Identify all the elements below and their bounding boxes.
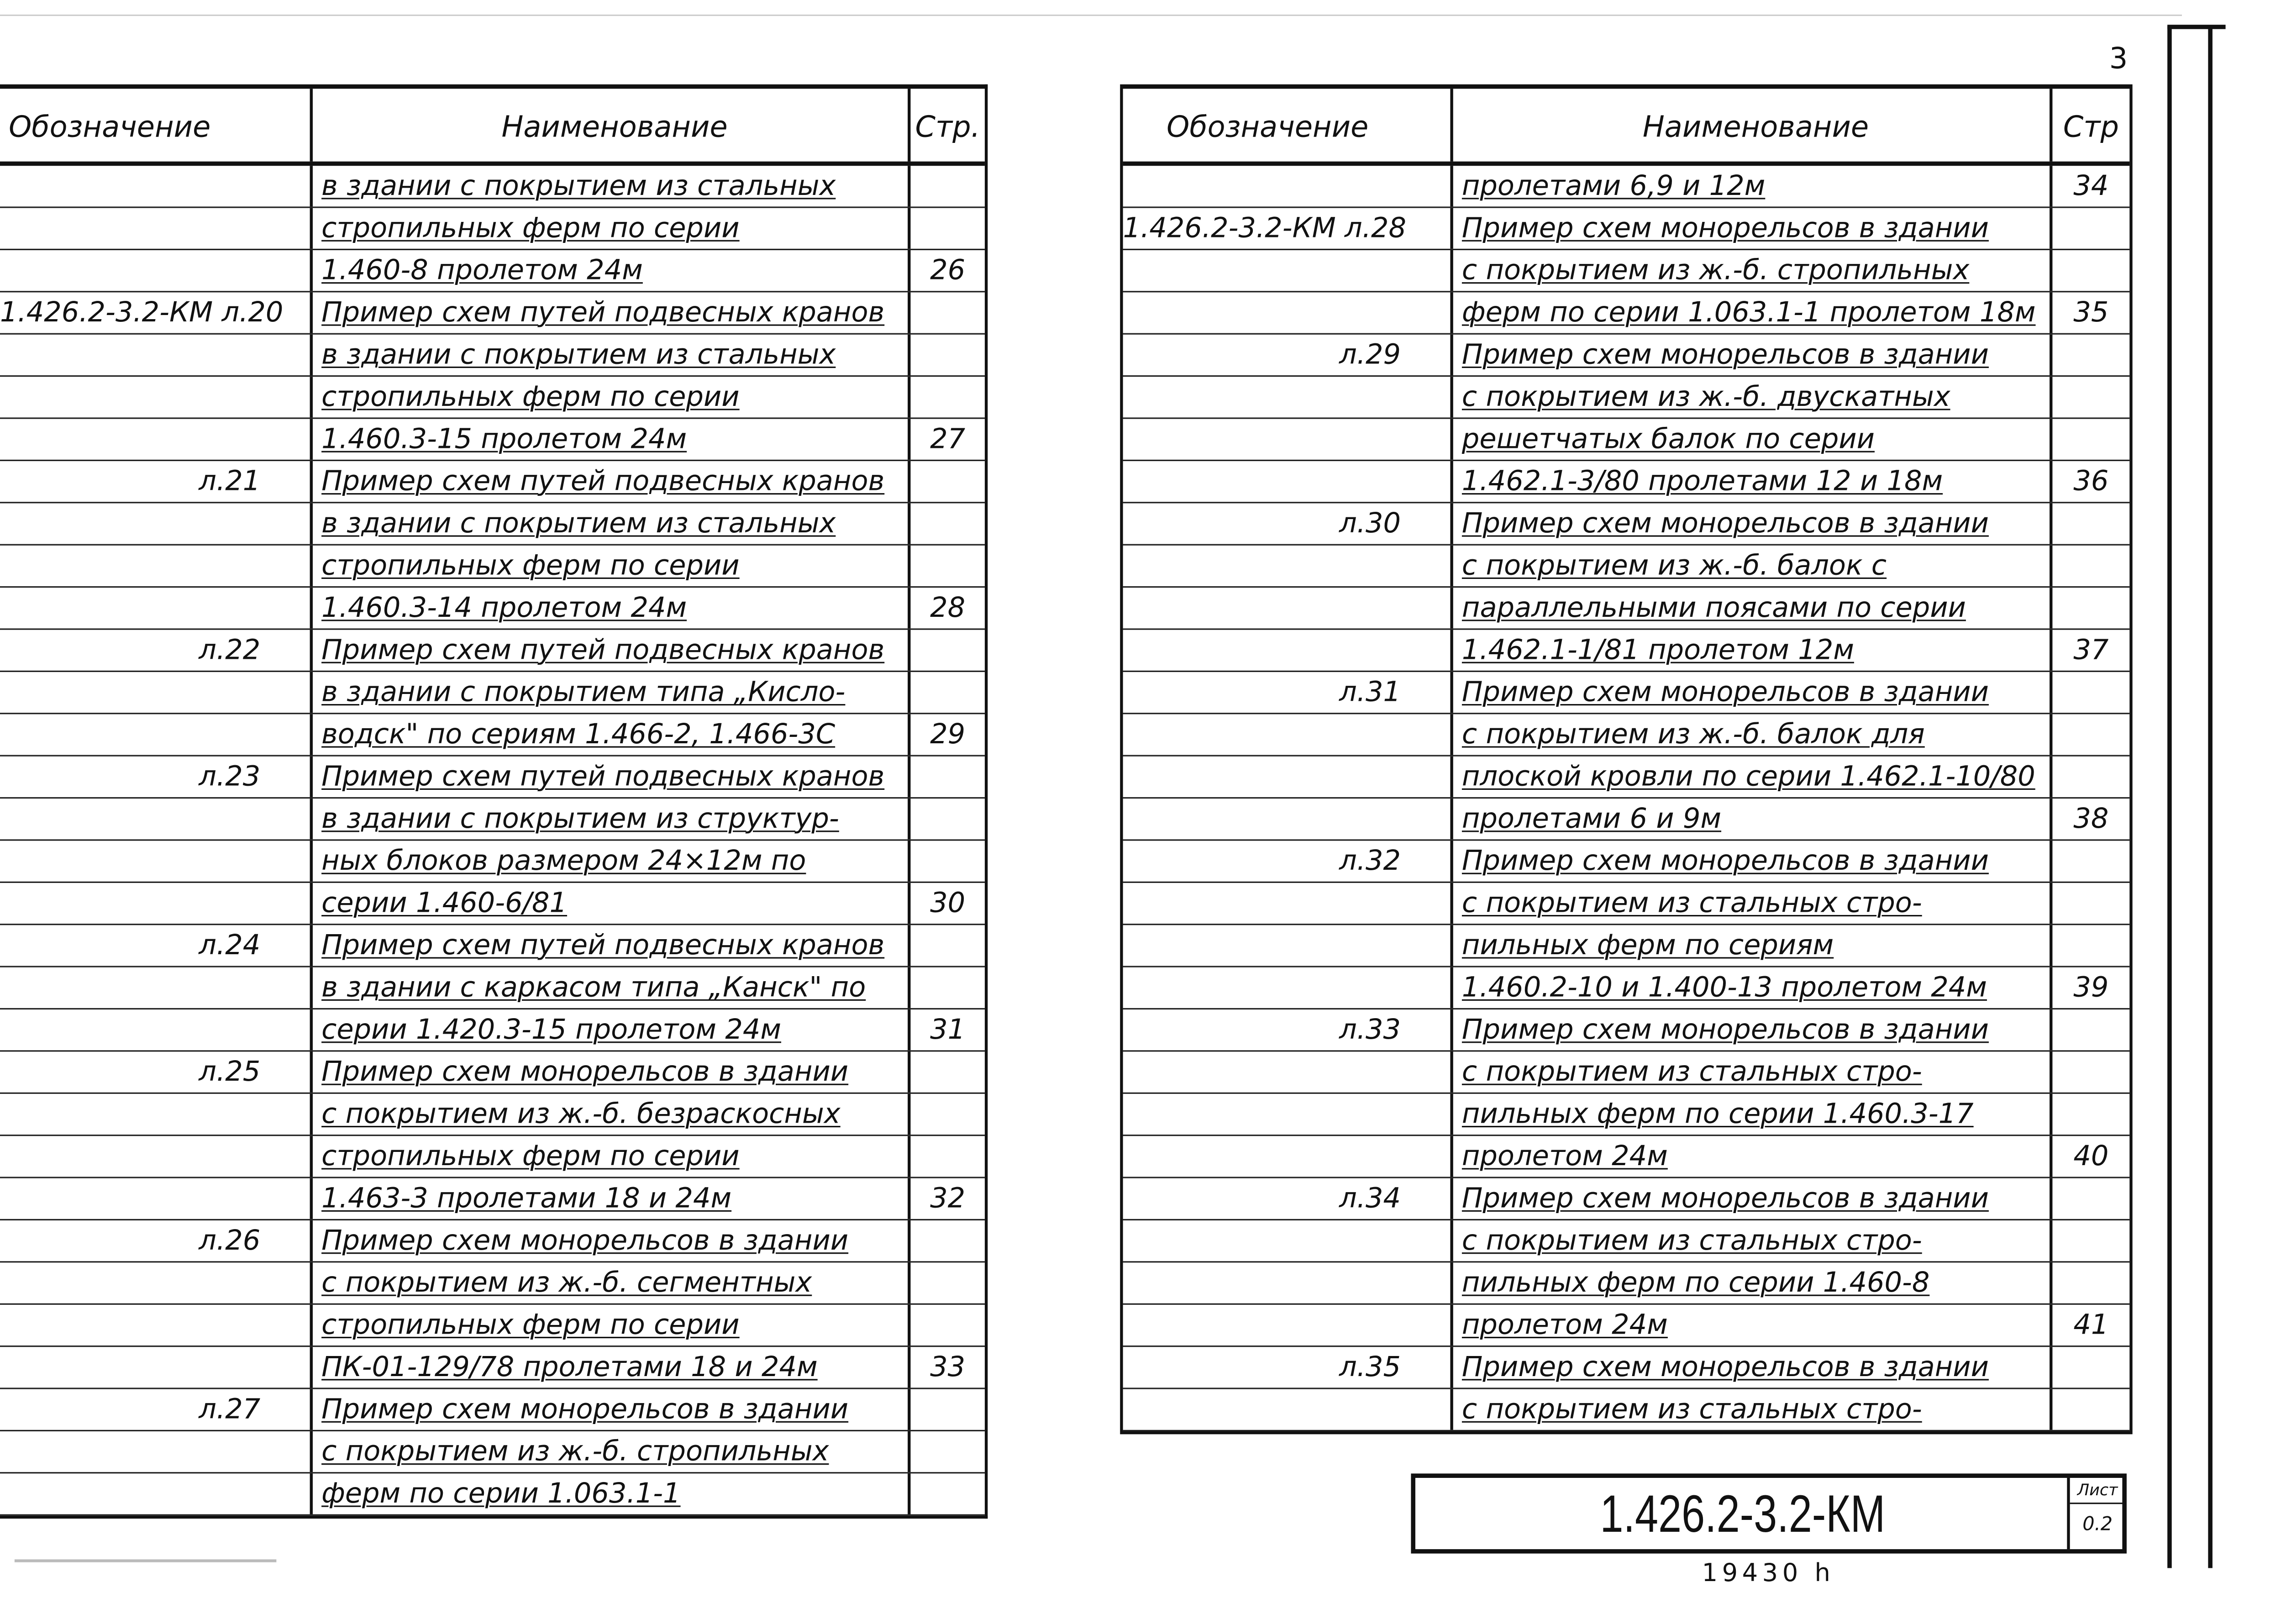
name-cell: в здании с покрытием из структур- [310, 799, 908, 839]
table-row [1123, 630, 2130, 672]
table-row [0, 883, 985, 925]
designation-cell [0, 1305, 310, 1345]
table-row [1123, 799, 2130, 841]
scan-edge-line [15, 1559, 276, 1562]
page-cell [2050, 588, 2129, 628]
table-row [0, 925, 985, 967]
page-cell [908, 1136, 985, 1177]
name-cell: в здании с покрытием из стальных [310, 503, 908, 544]
name-cell: ферм по серии 1.063.1-1 [310, 1473, 908, 1514]
table-row [1123, 672, 2130, 714]
page-cell [2050, 419, 2129, 460]
designation-cell [0, 419, 310, 460]
name-cell: Пример схем путей подвесных кранов [310, 757, 908, 797]
table-row [1123, 1009, 2130, 1051]
name-cell: в здании с каркасом типа „Канск" по [310, 967, 908, 1008]
name-cell: Пример схем монорельсов в здании [310, 1051, 908, 1092]
page-cell [908, 377, 985, 417]
table-row [1123, 1389, 2130, 1431]
page-cell [2050, 1347, 2129, 1387]
table-row [0, 1305, 985, 1347]
designation-cell: л.29 [1339, 339, 1401, 371]
name-cell: Пример схем монорельсов в здании [1450, 335, 2050, 375]
designation-cell: л.21 [199, 465, 261, 498]
page-cell [2050, 925, 2129, 966]
designation-cell [0, 672, 310, 713]
table-row [1123, 166, 2130, 208]
table-row [0, 841, 985, 883]
name-cell: пролетом 24м [1450, 1136, 2050, 1177]
page-cell [908, 1473, 985, 1514]
designation-cell [1123, 292, 1451, 333]
name-cell: ных блоков размером 24×12м по [310, 841, 908, 882]
name-cell: Пример схем монорельсов в здании [1450, 1178, 2050, 1219]
designation-cell [0, 250, 310, 291]
page-cell [908, 925, 985, 966]
designation-cell [1123, 714, 1451, 755]
page-cell [2050, 1220, 2129, 1261]
page-cell [908, 292, 985, 333]
page-cell: 28 [908, 588, 985, 628]
designation-cell: л.30 [1339, 507, 1401, 540]
page-cell: 34 [2050, 166, 2129, 206]
table-row [1123, 546, 2130, 588]
page-cell [908, 967, 985, 1008]
name-cell: 1.463-3 пролетами 18 и 24м [310, 1178, 908, 1219]
header-name: Наименование [310, 89, 908, 161]
designation-cell [1123, 546, 1451, 586]
table-row [1123, 1051, 2130, 1093]
name-cell: Пример схем монорельсов в здании [1450, 503, 2050, 544]
page-cell: 26 [908, 250, 985, 291]
page-cell: 33 [908, 1347, 985, 1387]
table-row [1123, 588, 2130, 630]
designation-cell [0, 166, 310, 206]
table-row [0, 630, 985, 672]
designation-cell: л.24 [199, 929, 261, 962]
name-cell: с покрытием из ж.-б. балок с [1450, 546, 2050, 586]
inventory-number: 19430 h [1702, 1559, 1835, 1589]
name-cell: серии 1.460-6/81 [310, 883, 908, 924]
name-cell: Пример схем монорельсов в здании [1450, 1347, 2050, 1387]
designation-cell [0, 546, 310, 586]
page-cell [2050, 1389, 2129, 1430]
designation-cell [1123, 967, 1451, 1008]
designation-cell [1123, 1262, 1451, 1303]
table-row [1123, 208, 2130, 250]
page-cell [2050, 377, 2129, 417]
table-row [0, 1136, 985, 1178]
page-cell [908, 461, 985, 502]
page-cell [2050, 250, 2129, 291]
table-row [0, 1347, 985, 1389]
page-cell [908, 546, 985, 586]
designation-cell: л.34 [1339, 1183, 1401, 1215]
designation-cell [0, 1094, 310, 1135]
name-cell: в здании с покрытием из стальных [310, 166, 908, 206]
header-name: Наименование [1450, 89, 2050, 161]
table-row [1123, 1094, 2130, 1136]
designation-cell [0, 377, 310, 417]
page-cell [908, 166, 985, 206]
table-row [1123, 250, 2130, 292]
name-cell: Пример схем монорельсов в здании [1450, 1009, 2050, 1050]
page-cell [908, 1220, 985, 1261]
name-cell: 1.462.1-1/81 пролетом 12м [1450, 630, 2050, 671]
designation-cell [1123, 1051, 1451, 1092]
table-row [1123, 503, 2130, 545]
name-cell: стропильных ферм по серии [310, 208, 908, 249]
page-cell [2050, 672, 2129, 713]
designation-cell: 1.426.2-3.2-КМ л.20 [0, 296, 284, 329]
designation-cell [1123, 588, 1451, 628]
name-cell: решетчатых балок по серии [1450, 419, 2050, 460]
page-cell [2050, 546, 2129, 586]
designation-cell: л.22 [199, 634, 261, 667]
designation-cell: л.35 [1339, 1351, 1401, 1383]
name-cell: в здании с покрытием типа „Кисло- [310, 672, 908, 713]
table-row [1123, 335, 2130, 377]
name-cell: 1.460.3-15 пролетом 24м [310, 419, 908, 460]
name-cell: Пример схем монорельсов в здании [310, 1389, 908, 1430]
table-row [1123, 1305, 2130, 1347]
name-cell: с покрытием из ж.-б. сегментных [310, 1262, 908, 1303]
page-cell [908, 503, 985, 544]
table-row [1123, 461, 2130, 503]
page-cell [908, 672, 985, 713]
scan-edge-line [0, 15, 2182, 16]
designation-cell: л.23 [199, 761, 261, 793]
page-cell [2050, 757, 2129, 797]
corner-mark: 3 [2109, 41, 2128, 76]
page-cell [908, 1431, 985, 1472]
table-row [1123, 757, 2130, 799]
designation-cell [1123, 250, 1451, 291]
contents-table-right [1120, 84, 2132, 1435]
title-block [1411, 1473, 2127, 1553]
table-row [1123, 292, 2130, 334]
document-code: 1.426.2-3.2-КМ [1600, 1483, 1886, 1544]
designation-cell [1123, 1389, 1451, 1430]
table-row [0, 1220, 985, 1262]
page-cell [908, 841, 985, 882]
header-designation: Обозначение [1167, 109, 1369, 144]
table-row [0, 1431, 985, 1473]
table-row [0, 1178, 985, 1220]
page-cell [908, 1262, 985, 1303]
table-row [1123, 883, 2130, 925]
name-cell: с покрытием из стальных стро- [1450, 1389, 2050, 1430]
name-cell: ПК-01-129/78 пролетами 18 и 24м [310, 1347, 908, 1387]
page-cell [2050, 883, 2129, 924]
table-row [0, 1094, 985, 1136]
designation-cell [0, 503, 310, 544]
designation-cell [1123, 630, 1451, 671]
page-cell: 35 [2050, 292, 2129, 333]
designation-cell [0, 1136, 310, 1177]
designation-cell: л.33 [1339, 1014, 1401, 1046]
table-body [1123, 166, 2130, 1431]
designation-cell [0, 1347, 310, 1387]
page-cell: 27 [908, 419, 985, 460]
name-cell: с покрытием из ж.-б. стропильных [1450, 250, 2050, 291]
table-row [0, 672, 985, 714]
table-row [0, 292, 985, 334]
table-row [0, 166, 985, 208]
table-row [1123, 714, 2130, 756]
designation-cell [0, 1262, 310, 1303]
table-row [0, 714, 985, 756]
page-cell [2050, 1262, 2129, 1303]
page-cell [908, 1094, 985, 1135]
designation-cell: л.31 [1339, 676, 1401, 709]
designation-cell [1123, 1136, 1451, 1177]
table-row [0, 588, 985, 630]
designation-cell: л.27 [199, 1393, 261, 1426]
designation-cell [1123, 925, 1451, 966]
table-row [1123, 967, 2130, 1009]
table-row [0, 546, 985, 588]
page-cell: 37 [2050, 630, 2129, 671]
name-cell: ферм по серии 1.063.1-1 пролетом 18м [1450, 292, 2050, 333]
name-cell: пильных ферм по серии 1.460-8 [1450, 1262, 2050, 1303]
header-designation: Обозначение [9, 109, 211, 144]
page-cell [2050, 841, 2129, 882]
designation-cell [1123, 377, 1451, 417]
page-cell [2050, 208, 2129, 249]
page-cell [2050, 1051, 2129, 1092]
name-cell: Пример схем монорельсов в здании [1450, 208, 2050, 249]
designation-cell: л.26 [199, 1225, 261, 1257]
name-cell: серии 1.420.3-15 пролетом 24м [310, 1009, 908, 1050]
designation-cell [0, 1431, 310, 1472]
table-row [0, 335, 985, 377]
name-cell: Пример схем путей подвесных кранов [310, 630, 908, 671]
page-cell: 31 [908, 1009, 985, 1050]
table-row [0, 1009, 985, 1051]
table-header [1123, 89, 2130, 166]
name-cell: плоской кровли по серии 1.462.1-10/80 [1450, 757, 2050, 797]
table-header [0, 89, 985, 166]
table-row [0, 461, 985, 503]
table-row [1123, 1178, 2130, 1220]
designation-cell [0, 1473, 310, 1514]
page-cell [2050, 714, 2129, 755]
name-cell: 1.460.3-14 пролетом 24м [310, 588, 908, 628]
page-cell: 32 [908, 1178, 985, 1219]
header-page: Стр. [908, 89, 985, 161]
table-row [0, 1051, 985, 1093]
page-cell [908, 630, 985, 671]
designation-cell [0, 1009, 310, 1050]
designation-cell [1123, 799, 1451, 839]
name-cell: параллельными поясами по серии [1450, 588, 2050, 628]
page-cell: 29 [908, 714, 985, 755]
page-cell: 41 [2050, 1305, 2129, 1345]
page-cell [908, 1051, 985, 1092]
table-row [0, 208, 985, 250]
page-cell [908, 799, 985, 839]
table-row [0, 1473, 985, 1515]
name-cell: стропильных ферм по серии [310, 377, 908, 417]
table-row [0, 799, 985, 841]
header-page: Стр [2050, 89, 2129, 161]
name-cell: в здании с покрытием из стальных [310, 335, 908, 375]
page-cell [2050, 503, 2129, 544]
table-row [0, 250, 985, 292]
name-cell: пролетами 6 и 9м [1450, 799, 2050, 839]
name-cell: пролетом 24м [1450, 1305, 2050, 1345]
page-cell [2050, 1094, 2129, 1135]
name-cell: с покрытием из стальных стро- [1450, 1220, 2050, 1261]
page-cell [908, 1389, 985, 1430]
designation-cell [0, 335, 310, 375]
table-row [1123, 841, 2130, 883]
table-row [1123, 925, 2130, 967]
table-row [0, 1262, 985, 1304]
page-cell [908, 757, 985, 797]
table-row [0, 1389, 985, 1431]
table-row [1123, 1136, 2130, 1178]
sheet-box [2067, 1478, 2125, 1549]
table-row [1123, 1220, 2130, 1262]
designation-cell [0, 883, 310, 924]
designation-cell [1123, 757, 1451, 797]
table-body [0, 166, 985, 1516]
page-cell: 40 [2050, 1136, 2129, 1177]
name-cell: стропильных ферм по серии [310, 1136, 908, 1177]
name-cell: с покрытием из стальных стро- [1450, 1051, 2050, 1092]
table-row [0, 377, 985, 419]
name-cell: 1.460.2-10 и 1.400-13 пролетом 24м [1450, 967, 2050, 1008]
name-cell: с покрытием из ж.-б. балок для [1450, 714, 2050, 755]
table-row [1123, 419, 2130, 461]
designation-cell [1123, 1305, 1451, 1345]
page-cell: 36 [2050, 461, 2129, 502]
designation-cell [1123, 461, 1451, 502]
name-cell: с покрытием из ж.-б. стропильных [310, 1431, 908, 1472]
name-cell: Пример схем путей подвесных кранов [310, 925, 908, 966]
table-row [0, 503, 985, 545]
designation-cell [0, 799, 310, 839]
designation-cell [1123, 883, 1451, 924]
designation-cell [0, 841, 310, 882]
designation-cell [0, 588, 310, 628]
page-cell [2050, 1009, 2129, 1050]
frame-line [2167, 26, 2172, 1568]
designation-cell [0, 967, 310, 1008]
table-row [0, 757, 985, 799]
name-cell: 1.462.1-3/80 пролетами 12 и 18м [1450, 461, 2050, 502]
page-cell [2050, 1178, 2129, 1219]
designation-cell [1123, 1220, 1451, 1261]
name-cell: водск" по сериям 1.466-2, 1.466-3С [310, 714, 908, 755]
table-row [0, 419, 985, 461]
name-cell: с покрытием из стальных стро- [1450, 883, 2050, 924]
page-cell: 39 [2050, 967, 2129, 1008]
name-cell: Пример схем путей подвесных кранов [310, 461, 908, 502]
designation-cell: 1.426.2-3.2-КМ л.28 [1123, 212, 1407, 245]
designation-cell [0, 714, 310, 755]
name-cell: с покрытием из ж.-б. двускатных [1450, 377, 2050, 417]
designation-cell [0, 1178, 310, 1219]
designation-cell [1123, 166, 1451, 206]
designation-cell: л.25 [199, 1056, 261, 1088]
page-cell: 38 [2050, 799, 2129, 839]
contents-table-left [0, 84, 988, 1519]
page-cell [908, 208, 985, 249]
table-row [0, 967, 985, 1009]
sheet-label: Лист [2070, 1478, 2125, 1504]
name-cell: Пример схем монорельсов в здании [1450, 841, 2050, 882]
designation-cell [1123, 1094, 1451, 1135]
name-cell: Пример схем монорельсов в здании [310, 1220, 908, 1261]
page-cell [908, 1305, 985, 1345]
designation-cell [0, 208, 310, 249]
name-cell: Пример схем монорельсов в здании [1450, 672, 2050, 713]
designation-cell [1123, 419, 1451, 460]
page-cell [2050, 335, 2129, 375]
name-cell: пролетами 6,9 и 12м [1450, 166, 2050, 206]
page-cell [908, 335, 985, 375]
name-cell: 1.460-8 пролетом 24м [310, 250, 908, 291]
page-cell: 30 [908, 883, 985, 924]
name-cell: Пример схем путей подвесных кранов [310, 292, 908, 333]
name-cell: стропильных ферм по серии [310, 546, 908, 586]
table-row [1123, 1347, 2130, 1389]
name-cell: пильных ферм по сериям [1450, 925, 2050, 966]
name-cell: стропильных ферм по серии [310, 1305, 908, 1345]
name-cell: пильных ферм по серии 1.460.3-17 [1450, 1094, 2050, 1135]
frame-line [2208, 26, 2213, 1568]
frame-line [2167, 25, 2225, 29]
designation-cell: л.32 [1339, 845, 1401, 878]
sheet-number: 0.2 [2082, 1514, 2113, 1536]
table-row [1123, 377, 2130, 419]
name-cell: с покрытием из ж.-б. безраскосных [310, 1094, 908, 1135]
table-row [1123, 1262, 2130, 1304]
